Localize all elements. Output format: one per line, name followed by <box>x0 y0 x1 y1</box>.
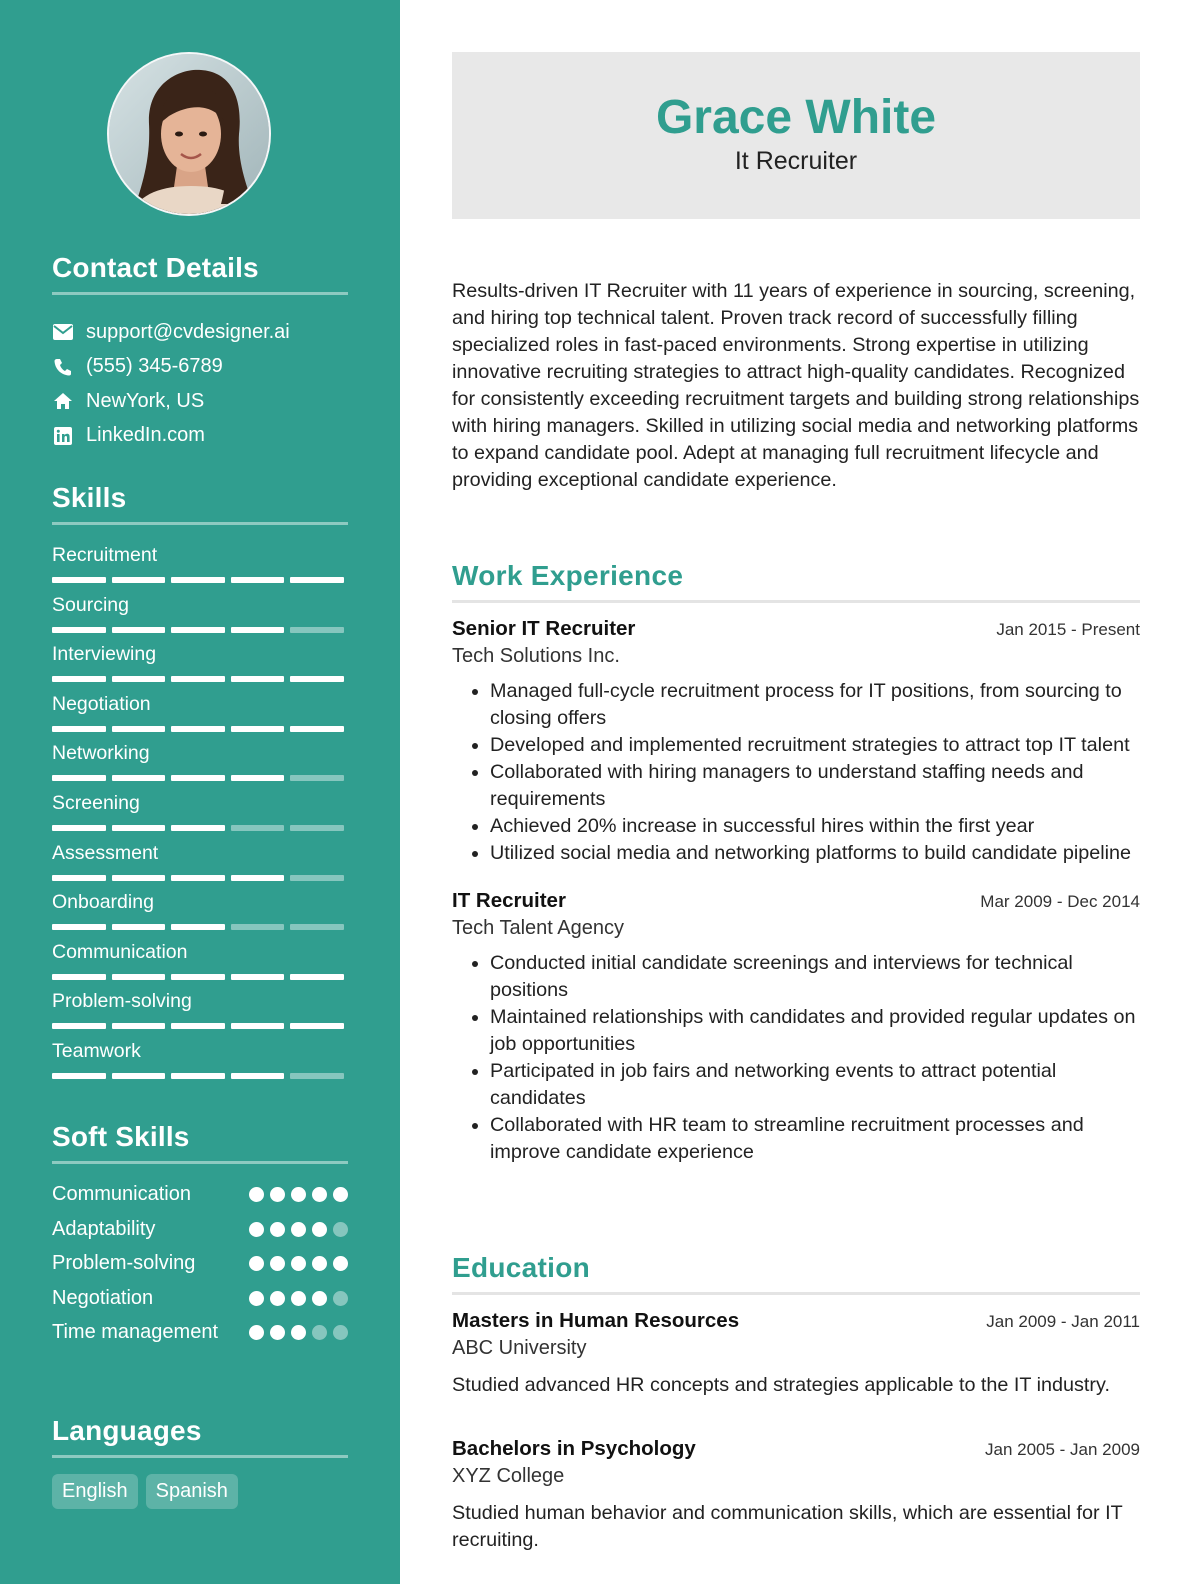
job-bullet: • Collaborated with HR team to streamline recruitment processes and improve candidate experience <box>490 1112 1140 1166</box>
candidate-role: It Recruiter <box>734 147 858 175</box>
rating-dot <box>291 1222 306 1237</box>
skill-item <box>52 690 348 740</box>
contact-phone-text: (555) 345-6789 <box>86 355 223 378</box>
rating-dot <box>312 1187 327 1202</box>
education-degree: Masters in Human Resources <box>452 1309 740 1332</box>
skill-level-segment <box>112 726 166 732</box>
skill-level-bar <box>52 974 348 980</box>
skill-level-segment <box>290 577 344 583</box>
job-bullet: • Participated in job fairs and networking events to attract potential candidates <box>490 1058 1140 1112</box>
sidebar <box>0 0 400 1584</box>
contact-linkedin-text: LinkedIn.com <box>86 424 205 447</box>
skill-item <box>52 541 348 591</box>
soft-skill-rating <box>249 1187 348 1202</box>
home-icon <box>52 390 74 412</box>
contact-email-text: support@cvdesigner.ai <box>86 320 290 343</box>
skill-name: Teamwork <box>52 1039 141 1062</box>
skill-level-segment <box>52 775 106 781</box>
soft-skill-name: Adaptability <box>52 1217 156 1240</box>
skill-level-segment <box>112 924 166 930</box>
skill-level-segment <box>290 875 344 881</box>
rating-dot <box>333 1291 348 1306</box>
rating-dot <box>270 1222 285 1237</box>
skill-name: Onboarding <box>52 891 154 914</box>
job-bullet: • Collaborated with hiring managers to understand staffing needs and requirements <box>490 759 1140 813</box>
skill-level-segment <box>231 577 285 583</box>
rating-dot <box>270 1256 285 1271</box>
skill-level-segment <box>231 676 285 682</box>
skill-level-bar <box>52 577 348 583</box>
soft-skills-section <box>52 1121 348 1353</box>
skill-level-segment <box>231 726 285 732</box>
skill-level-segment <box>171 726 225 732</box>
rating-dot <box>333 1325 348 1340</box>
job-company: Tech Solutions Inc. <box>452 645 620 667</box>
skill-level-segment <box>112 825 166 831</box>
skill-level-segment <box>171 825 225 831</box>
soft-skill-item <box>52 1284 348 1319</box>
job-bullet: • Developed and implemented recruitment strategies to attract top IT talent <box>490 732 1140 759</box>
skill-level-bar <box>52 726 348 732</box>
education-date: Jan 2009 - Jan 2011 <box>986 1312 1140 1331</box>
job-date: Jan 2015 - Present <box>996 620 1140 639</box>
rating-dot <box>291 1187 306 1202</box>
skill-level-segment <box>52 974 106 980</box>
skill-level-segment <box>231 627 285 633</box>
skill-level-segment <box>112 676 166 682</box>
rating-dot <box>291 1256 306 1271</box>
skill-level-segment <box>171 1023 225 1029</box>
education-description: Studied advanced HR concepts and strategies applicable to the IT industry. <box>452 1374 1110 1396</box>
skill-level-segment <box>112 875 166 881</box>
skill-name: Recruitment <box>52 544 158 566</box>
skill-item <box>52 938 348 988</box>
soft-skill-rating <box>249 1291 348 1306</box>
rating-dot <box>333 1222 348 1237</box>
languages-section <box>52 1415 348 1509</box>
skill-level-segment <box>231 1073 285 1079</box>
rating-dot <box>249 1325 264 1340</box>
skill-level-segment <box>52 676 106 682</box>
soft-skill-name: Problem-solving <box>52 1252 196 1274</box>
header <box>452 52 1140 219</box>
skill-level-bar <box>52 676 348 682</box>
skill-level-segment <box>290 726 344 732</box>
education-entry <box>452 1309 1140 1399</box>
contact-location <box>52 384 348 419</box>
soft-skills-title: Soft Skills <box>52 1121 348 1164</box>
language-badge: English <box>52 1474 138 1509</box>
skill-level-segment <box>290 924 344 930</box>
skill-level-bar <box>52 1073 348 1079</box>
rating-dot <box>312 1222 327 1237</box>
skill-level-segment <box>52 825 106 831</box>
skill-level-segment <box>231 825 285 831</box>
job-header <box>452 889 1140 913</box>
skill-level-bar <box>52 627 348 633</box>
rating-dot <box>249 1187 264 1202</box>
education-header <box>452 1437 1140 1461</box>
skill-level-segment <box>112 627 166 633</box>
skill-level-segment <box>112 577 166 583</box>
skill-name: Interviewing <box>52 643 157 666</box>
envelope-icon <box>52 321 74 343</box>
skill-level-segment <box>112 775 166 781</box>
skill-name: Assessment <box>52 841 159 864</box>
skill-level-segment <box>52 875 106 881</box>
language-badge: Spanish <box>146 1474 238 1509</box>
skill-level-segment <box>290 775 344 781</box>
skill-level-segment <box>171 875 225 881</box>
avatar-portrait-image <box>109 54 271 216</box>
candidate-name: Grace White <box>655 91 937 144</box>
work-experience-section <box>452 560 1140 1166</box>
job-bullet: • Conducted initial candidate screenings and interviews for technical positions <box>490 950 1140 1004</box>
soft-skill-name: Time management <box>52 1321 218 1343</box>
job-bullets <box>452 950 1140 1166</box>
rating-dot <box>270 1325 285 1340</box>
rating-dot <box>312 1325 327 1340</box>
skill-item <box>52 987 348 1037</box>
rating-dot <box>270 1187 285 1202</box>
job-bullet: • Maintained relationships with candidates and provided regular updates on job opportunities <box>490 1004 1140 1058</box>
jobs-list <box>452 617 1140 1166</box>
job-bullet: • Utilized social media and networking platforms to build candidate pipeline <box>490 840 1140 867</box>
rating-dot <box>312 1256 327 1271</box>
rating-dot <box>312 1291 327 1306</box>
skill-level-segment <box>112 1023 166 1029</box>
education-school: ABC University <box>452 1337 587 1359</box>
education-list <box>452 1309 1140 1554</box>
rating-dot <box>333 1187 348 1202</box>
skill-level-segment <box>231 875 285 881</box>
contact-linkedin[interactable] <box>52 419 348 454</box>
skill-level-segment <box>52 1023 106 1029</box>
linkedin-icon <box>52 425 74 447</box>
education-title: Education <box>452 1252 1140 1295</box>
soft-skill-name: Negotiation <box>52 1286 154 1309</box>
skill-item <box>52 739 348 789</box>
skill-level-segment <box>231 924 285 930</box>
skill-name: Problem-solving <box>52 990 192 1013</box>
skill-level-segment <box>290 627 344 633</box>
job-bullet: • Managed full-cycle recruitment process for IT positions, from sourcing to closing offers <box>490 678 1140 732</box>
avatar <box>107 52 271 216</box>
skill-level-segment <box>231 974 285 980</box>
skill-level-segment <box>112 974 166 980</box>
skill-level-segment <box>171 676 225 682</box>
skill-item <box>52 789 348 839</box>
education-section <box>452 1252 1140 1554</box>
job-header <box>452 617 1140 641</box>
skill-level-bar <box>52 924 348 930</box>
contact-section <box>52 252 348 453</box>
job-bullet: • Achieved 20% increase in successful hires within the first year <box>490 813 1140 840</box>
skill-level-segment <box>52 726 106 732</box>
rating-dot <box>270 1291 285 1306</box>
skill-level-segment <box>171 627 225 633</box>
skill-level-segment <box>290 825 344 831</box>
skill-level-segment <box>112 1073 166 1079</box>
job-date: Mar 2009 - Dec 2014 <box>980 892 1140 911</box>
soft-skill-item <box>52 1318 348 1353</box>
skill-level-segment <box>171 577 225 583</box>
skill-level-segment <box>290 676 344 682</box>
skill-name: Negotiation <box>52 692 151 715</box>
skill-level-bar <box>52 775 348 781</box>
skill-level-segment <box>290 974 344 980</box>
skill-name: Communication <box>52 940 188 963</box>
soft-skill-item <box>52 1215 348 1250</box>
skill-name: Sourcing <box>52 593 129 616</box>
contact-email[interactable] <box>52 315 348 350</box>
education-school: XYZ College <box>452 1465 565 1487</box>
rating-dot <box>291 1291 306 1306</box>
skill-name: Screening <box>52 791 140 814</box>
work-experience-title: Work Experience <box>452 560 1140 603</box>
profile-summary: Results-driven IT Recruiter with 11 years of experience in sourcing, screening, and hiring top technical talent. Proven track record of successfully filling specialized roles in fast-paced environments. Strong expertise in utilizing innovative recruiting strategies to attract high-quality candidates. Recognized for consistently exceeding recruitment targets and building strong relationships with hiring managers. Skilled in utilizing social media and networking platforms to expand candidate pool. Adept at managing full recruitment lifecycle and providing exceptional candidate experience. <box>452 280 1140 491</box>
languages-list <box>52 1474 348 1509</box>
soft-skill-name: Communication <box>52 1183 191 1205</box>
contact-location-text: NewYork, US <box>86 389 205 412</box>
contact-phone[interactable] <box>52 350 348 385</box>
rating-dot <box>249 1291 264 1306</box>
soft-skill-rating <box>249 1256 348 1271</box>
rating-dot <box>249 1222 264 1237</box>
job-company: Tech Talent Agency <box>452 917 624 939</box>
education-header <box>452 1309 1140 1333</box>
skill-level-segment <box>52 1073 106 1079</box>
skill-level-segment <box>171 924 225 930</box>
skill-level-bar <box>52 1023 348 1029</box>
skills-list <box>52 541 348 1087</box>
soft-skills-list <box>52 1180 348 1353</box>
skill-item <box>52 888 348 938</box>
skill-level-segment <box>290 1073 344 1079</box>
job-bullets <box>452 678 1140 867</box>
skill-level-segment <box>231 775 285 781</box>
education-degree: Bachelors in Psychology <box>452 1437 696 1460</box>
skill-level-segment <box>171 1073 225 1079</box>
skill-level-bar <box>52 825 348 831</box>
contact-title: Contact Details <box>52 252 348 295</box>
skill-level-segment <box>52 627 106 633</box>
job-entry <box>452 889 1140 1166</box>
skill-level-bar <box>52 875 348 881</box>
skills-title: Skills <box>52 482 348 525</box>
soft-skill-rating <box>249 1325 348 1340</box>
skills-section <box>52 482 348 1087</box>
job-entry <box>452 617 1140 867</box>
skill-level-segment <box>52 924 106 930</box>
rating-dot <box>249 1256 264 1271</box>
rating-dot <box>333 1256 348 1271</box>
skill-item <box>52 640 348 690</box>
job-title: Senior IT Recruiter <box>452 617 636 640</box>
skill-name: Networking <box>52 742 150 765</box>
education-description: Studied human behavior and communication skills, which are essential for IT recruiting. <box>452 1502 1123 1551</box>
skill-item <box>52 839 348 889</box>
skill-level-segment <box>171 974 225 980</box>
education-date: Jan 2005 - Jan 2009 <box>984 1440 1140 1459</box>
rating-dot <box>291 1325 306 1340</box>
skill-level-segment <box>231 1023 285 1029</box>
contact-list <box>52 315 348 453</box>
skill-item <box>52 1037 348 1087</box>
education-entry <box>452 1437 1140 1554</box>
languages-title: Languages <box>52 1415 348 1458</box>
skill-level-segment <box>171 775 225 781</box>
job-title: IT Recruiter <box>452 889 566 912</box>
soft-skill-item <box>52 1249 348 1284</box>
phone-icon <box>52 356 74 378</box>
skill-level-segment <box>52 577 106 583</box>
soft-skill-rating <box>249 1222 348 1237</box>
skill-item <box>52 591 348 641</box>
skill-level-segment <box>290 1023 344 1029</box>
soft-skill-item <box>52 1180 348 1215</box>
